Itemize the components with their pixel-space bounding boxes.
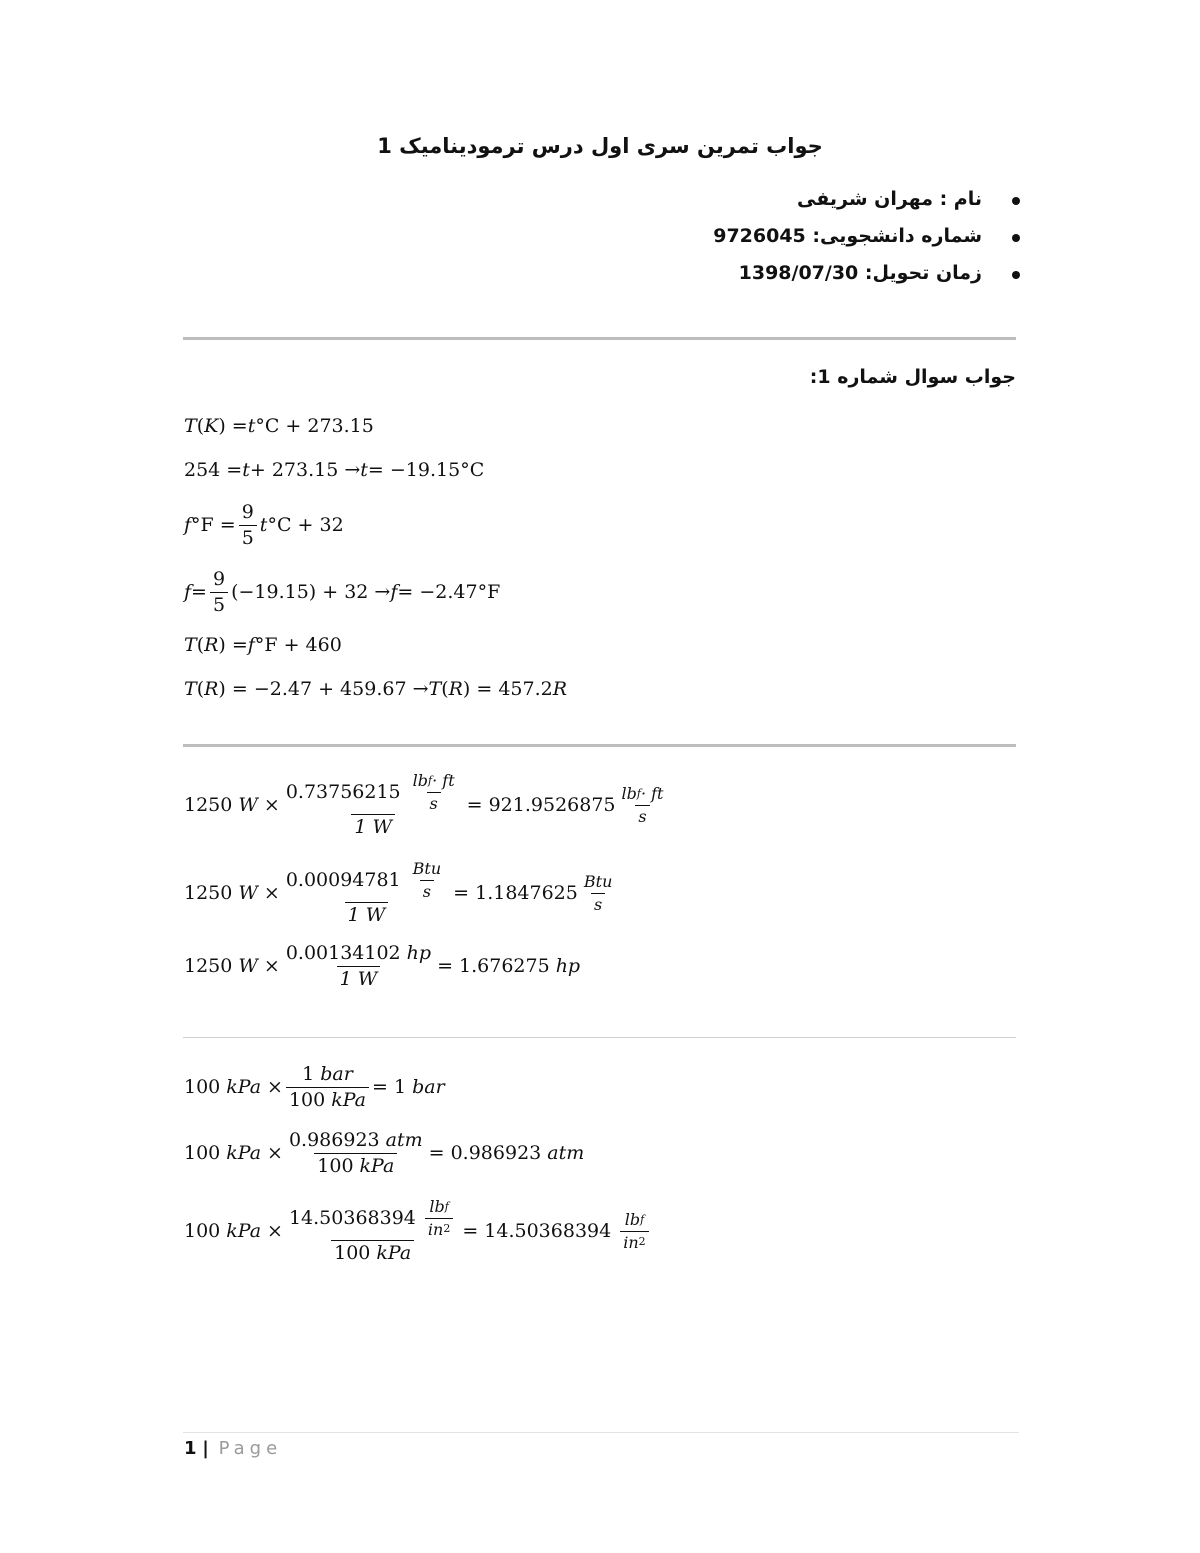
divider: [183, 337, 1016, 340]
unit-fraction: [425, 1198, 453, 1238]
page-separator: |: [202, 1438, 209, 1459]
equation-fahrenheit-formula: [184, 502, 344, 549]
fraction-denominator: 1 W: [351, 814, 395, 838]
fraction: [283, 772, 464, 838]
eq-text: ) = 457.2: [462, 678, 553, 700]
info-name: [462, 188, 982, 210]
eq-symbol: R: [448, 678, 463, 700]
eq-symbol: T: [428, 678, 442, 700]
fraction-numerator: 9: [212, 568, 226, 590]
fraction: [286, 1064, 369, 1111]
eq-text: °F + 460: [254, 634, 342, 656]
fraction-denominator: 5: [239, 525, 257, 549]
eq-superscript: 2: [443, 1222, 451, 1236]
document-title: جواب تمرین سری اول درس ترمودینامیک 1: [377, 134, 823, 158]
page-label: Page: [218, 1438, 283, 1459]
bullet-icon: [1012, 197, 1020, 205]
fraction-numerator: [410, 860, 445, 880]
fraction-denominator: [314, 1153, 397, 1177]
eq-symbol: f: [247, 634, 255, 656]
eq-symbol: kPa: [226, 1075, 262, 1098]
eq-subscript: f: [444, 1199, 449, 1213]
eq-operator: ×: [267, 1219, 283, 1242]
eq-subscript: f: [428, 773, 433, 787]
eq-result: = 14.50368394: [462, 1219, 612, 1242]
eq-text: 100: [334, 1242, 371, 1265]
eq-symbol: bar: [320, 1063, 353, 1085]
fraction: [286, 1198, 459, 1264]
eq-symbol: lb: [624, 1209, 641, 1229]
eq-symbol: T: [184, 678, 197, 700]
eq-symbol: s: [429, 793, 438, 813]
eq-text: 100: [184, 1141, 221, 1164]
eq-text: 1250: [184, 793, 233, 816]
bullet-icon: [1012, 234, 1020, 242]
eq-symbol: in: [427, 1219, 444, 1239]
eq-symbol: s: [422, 881, 432, 901]
fraction-numerator: [299, 1064, 356, 1087]
eq-operator: ×: [267, 1075, 283, 1098]
fraction: [286, 1130, 426, 1177]
eq-symbol: bar: [412, 1075, 445, 1098]
eq-result: = 921.9526875: [466, 793, 616, 816]
eq-result: = 1.676275: [437, 954, 550, 977]
power-conversion-btu: [184, 860, 618, 926]
equation-rankine-formula: [184, 635, 342, 656]
fraction: [283, 860, 450, 926]
eq-text: ) = −2.47 + 459.67 →: [218, 678, 429, 700]
eq-text: 100: [317, 1154, 354, 1177]
eq-symbol: f: [184, 513, 192, 536]
fraction-numerator: [426, 1198, 451, 1218]
delivery-text: زمان تحویل: 1398/07/30: [738, 262, 982, 284]
equation-kelvin: [184, 416, 374, 437]
eq-superscript: 2: [638, 1235, 646, 1249]
eq-symbol: s: [638, 806, 647, 826]
eq-text: (: [196, 678, 205, 700]
pressure-conversion-bar: [184, 1064, 445, 1111]
eq-symbol: kPa: [226, 1141, 262, 1164]
page-number: 1: [184, 1438, 197, 1459]
fraction-numerator: [286, 1130, 426, 1153]
eq-symbol: hp: [555, 954, 581, 977]
eq-symbol: f: [184, 580, 192, 603]
eq-symbol: lb: [429, 1197, 445, 1216]
eq-symbol: W: [238, 954, 258, 977]
pressure-conversion-atm: [184, 1130, 584, 1177]
fraction-numerator: [283, 860, 450, 902]
eq-text: 100: [184, 1219, 221, 1242]
name-text: نام : مهران شریفی: [796, 188, 982, 210]
eq-text: 1250: [184, 881, 233, 904]
fraction-numerator: [622, 1211, 647, 1231]
eq-symbol: kPa: [331, 1088, 367, 1111]
fraction-numerator: [283, 772, 464, 814]
eq-text: = −19.15°C: [367, 459, 485, 481]
unit-fraction: [410, 860, 445, 900]
eq-subscript: f: [640, 1212, 645, 1226]
unit-fraction: [620, 1211, 648, 1251]
power-conversion-hp: [184, 943, 580, 990]
unit-fraction: [410, 772, 458, 812]
eq-text: 0.73756215: [285, 780, 401, 803]
eq-symbol: f: [390, 580, 398, 603]
eq-symbol: t: [360, 459, 368, 481]
eq-subscript: f: [636, 786, 641, 800]
eq-symbol: kPa: [359, 1154, 395, 1177]
eq-text: 100: [288, 1088, 326, 1111]
eq-symbol: R: [552, 678, 568, 700]
eq-symbol: lb: [621, 783, 637, 803]
eq-symbol: s: [594, 894, 603, 914]
power-conversion-ftlbf: [184, 772, 669, 838]
eq-symbol: R: [204, 678, 219, 700]
eq-text: 14.50368394: [288, 1206, 416, 1229]
eq-symbol: t: [259, 513, 268, 536]
question-heading: جواب سوال شماره 1:: [809, 366, 1016, 388]
fraction: [283, 943, 434, 990]
eq-text: °C + 273.15: [255, 415, 374, 437]
eq-text: ) =: [218, 415, 248, 437]
divider: [183, 744, 1016, 747]
fraction-denominator: [420, 880, 434, 901]
eq-text: 100: [184, 1075, 221, 1098]
student-id-text: شماره دانشجویی: 9726045: [713, 225, 982, 247]
eq-symbol: · ft: [640, 783, 664, 803]
fraction-numerator: [410, 772, 458, 792]
fraction: [210, 569, 228, 616]
fraction-denominator: 1 W: [345, 902, 389, 926]
eq-text: =: [191, 580, 207, 603]
eq-text: (−19.15) + 32 →: [231, 580, 391, 603]
fraction-denominator: [591, 893, 605, 914]
eq-text: 1250: [184, 954, 233, 977]
eq-symbol: in: [623, 1232, 639, 1252]
pressure-conversion-psi: [184, 1198, 652, 1264]
eq-symbol: W: [238, 881, 258, 904]
eq-text: 0.986923: [288, 1129, 380, 1151]
unit-fraction: [619, 785, 667, 825]
eq-text: °F =: [191, 513, 236, 536]
eq-text: = −2.47°F: [397, 580, 501, 603]
eq-text: (: [441, 678, 449, 700]
eq-symbol: atm: [385, 1129, 423, 1151]
eq-text: °C + 32: [267, 513, 344, 536]
bullet-icon: [1012, 271, 1020, 279]
equation-celsius: [184, 460, 484, 481]
fraction-denominator: [635, 805, 649, 826]
divider: [183, 1037, 1016, 1038]
fraction-numerator: [286, 1198, 459, 1240]
eq-symbol: lb: [412, 771, 429, 790]
eq-text: 1: [302, 1063, 315, 1085]
eq-symbol: t: [242, 459, 250, 481]
fraction: [239, 502, 257, 549]
fraction-numerator: [619, 785, 667, 805]
eq-text: 254 =: [184, 459, 243, 481]
eq-symbol: K: [204, 415, 219, 437]
eq-operator: ×: [267, 1141, 283, 1164]
eq-text: (: [196, 634, 205, 656]
eq-operator: ×: [263, 793, 280, 816]
fraction-denominator: [331, 1240, 414, 1264]
eq-result: = 0.986923: [428, 1141, 542, 1164]
fraction-numerator: [581, 873, 616, 893]
eq-symbol: t: [247, 415, 256, 437]
fraction-denominator: [427, 792, 441, 813]
equation-rankine-value: [184, 679, 567, 700]
unit-fraction: [581, 873, 616, 913]
eq-symbol: R: [204, 634, 219, 656]
fraction-denominator: 1 W: [337, 966, 381, 990]
eq-text: 0.00094781: [285, 868, 401, 891]
eq-symbol: kPa: [376, 1242, 412, 1265]
eq-symbol: atm: [547, 1141, 585, 1164]
eq-symbol: Btu: [412, 859, 442, 878]
fraction-numerator: 9: [241, 501, 254, 523]
fraction-denominator: 5: [210, 592, 228, 616]
info-delivery: [462, 262, 982, 284]
eq-text: 0.00134102: [285, 942, 401, 964]
eq-result: = 1.1847625: [453, 881, 578, 904]
eq-symbol: hp: [406, 942, 432, 964]
eq-symbol: Btu: [583, 871, 613, 891]
footer-divider: [183, 1432, 1019, 1433]
equation-fahrenheit-value: [184, 569, 500, 616]
eq-text: + 273.15 →: [249, 459, 361, 481]
eq-symbol: W: [238, 793, 258, 816]
fraction-denominator: [620, 1231, 648, 1252]
eq-result: = 1: [372, 1075, 407, 1098]
eq-symbol: · ft: [432, 771, 455, 790]
eq-symbol: kPa: [226, 1219, 262, 1242]
fraction-denominator: [286, 1087, 369, 1111]
eq-operator: ×: [263, 954, 280, 977]
eq-operator: ×: [263, 881, 280, 904]
fraction-numerator: [283, 943, 434, 966]
eq-symbol: T: [184, 415, 197, 437]
page-footer: [184, 1438, 282, 1459]
fraction-denominator: [425, 1218, 453, 1239]
eq-text: (: [196, 415, 205, 437]
info-student-id: [462, 225, 982, 247]
eq-symbol: T: [184, 634, 197, 656]
eq-text: ) =: [218, 634, 248, 656]
